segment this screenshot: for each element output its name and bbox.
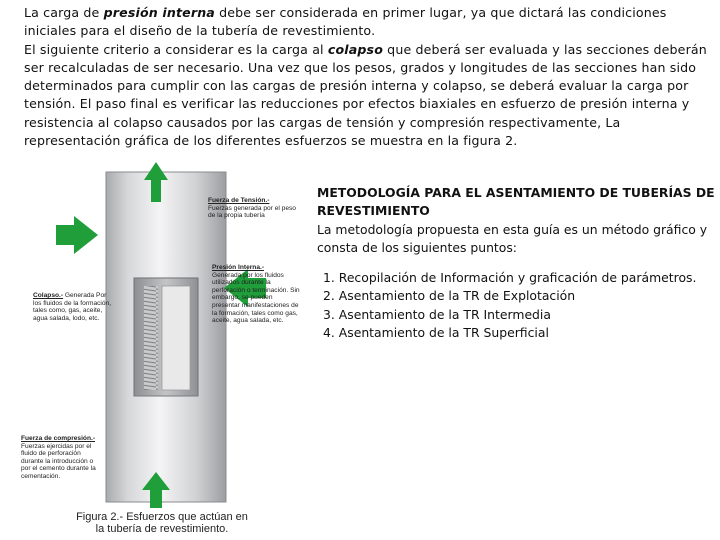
presion-interna-term: presión interna [103, 5, 215, 20]
list-item: 3. Asentamiento de la TR Intermedia [323, 306, 551, 322]
methodology-intro: La metodología propuesta en esta guía es un método gráfico y consta de los siguientes puntos: [317, 221, 708, 255]
arrow-right-left [56, 216, 98, 254]
list-item: 2. Asentamiento de la TR de Explotación [323, 288, 576, 304]
paragraph-presion-interna: La carga de presión interna debe ser considerada en primer lugar, ya que dictará las condiciones iniciales para el diseño de la tubería de revestimiento. [24, 5, 667, 39]
methodology-title: METODOLOGÍA PARA EL ASENTAMIENTO DE TUBERÍAS DE REVESTIMIENTO [317, 185, 715, 219]
label-compresion: Fuerza de compresión.- Fuerzas ejercidas por el fluido de perforación durante la introducción o por el cemento durante la cementación. [21, 435, 96, 480]
label-colapso: Colapso.- Generada Por los fluidos de la formación, tales como, gas, aceite, agua salada, lodo, etc. [33, 292, 112, 322]
coupling-bore [162, 286, 190, 390]
colapso-term: colapso [327, 41, 384, 57]
figure-caption: Figura 2.- Esfuerzos que actúan en la tubería de revestimiento. [76, 511, 248, 535]
label-tension: Fuerza de Tensión.- Fuerzas generada por el peso de la propia tubería [208, 197, 296, 220]
coupling-thread [144, 286, 158, 390]
figure-casing-stresses [16, 160, 306, 540]
label-presion-interna: Presión Interna.- Generada por los fluidos utilizados durante la perforación o terminación. Sin embargo, se pueden presentar manifestaciones de la formación, tales como gas, aceite, agua salada, etc. [212, 264, 300, 325]
body-text [24, 4, 714, 150]
methodology-list [323, 269, 717, 342]
paragraph-colapso: El siguiente criterio a considerar es la carga al colapso que deberá ser evaluada y las secciones deberán ser recalculadas de ser necesario. Una vez que los pesos, grados y longitudes de las secciones han sido determinados para cumplir con las cargas de presión interna y colapso, se deberá evaluar la carga por tensión. El paso final es verificar las reducciones por efectos biaxiales en esfuerzo de presión interna y resistencia al colapso causados por las cargas de tensión y compresión respectivamente, La representación gráfica de los diferentes esfuerzos se muestra en la figura 2. [24, 41, 707, 149]
list-item: 1. Recopilación de Información y graficación de parámetros. [323, 270, 697, 286]
list-item: 4. Asentamiento de la TR Superficial [323, 325, 549, 341]
methodology-section [317, 184, 717, 342]
